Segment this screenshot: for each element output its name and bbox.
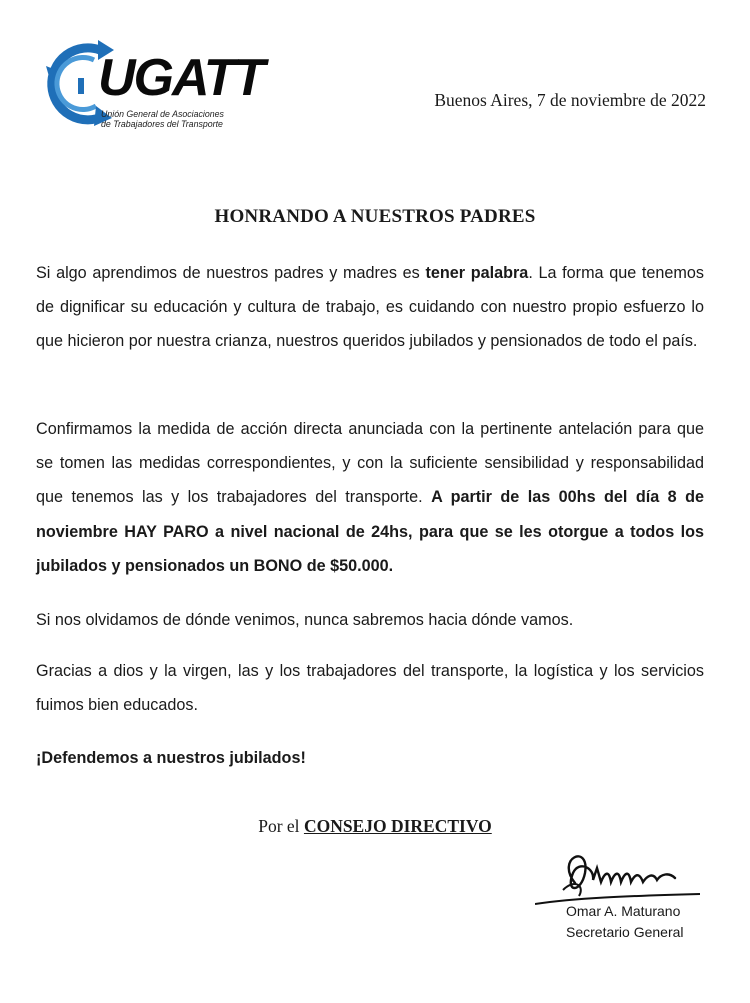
paragraph-2-text: Confirmamos la medida de acción directa anunciada con la pertinente antelación para que se tomen las medidas correspondientes, y con la suficiente sensibilidad y responsabilidad que tenemos las y los trabajadores del transporte. xyxy=(36,420,704,507)
document-date: Buenos Aires, 7 de noviembre de 2022 xyxy=(434,90,706,110)
logo-subtitle xyxy=(101,109,224,129)
logo-subtitle-line1: Unión General de Asociaciones xyxy=(101,109,224,119)
paragraph-2 xyxy=(36,412,704,583)
document-title: HONRANDO A NUESTROS PADRES xyxy=(214,206,536,227)
signer-name: Omar A. Maturano xyxy=(566,903,681,919)
closing-line xyxy=(0,816,750,837)
logo-wordmark: UGATT xyxy=(98,49,264,107)
council-name: CONSEJO DIRECTIVO xyxy=(303,816,492,836)
paragraph-1-bold: tener palabra xyxy=(425,264,529,282)
paragraph-5: ¡Defendemos a nuestros jubilados! xyxy=(36,749,306,767)
paragraph-2-bold: A partir de las 00hs del día 8 de noviembre HAY PARO a nivel nacional de 24hs, para que se les otorgue a todos los jubilados y pensionados un BONO de $50.000. xyxy=(36,488,704,575)
paragraph-1-text-a: Si algo aprendimos de nuestros padres y madres es xyxy=(36,264,426,282)
paragraph-3: Si nos olvidamos de dónde venimos, nunca sabremos hacia dónde vamos. xyxy=(36,611,574,629)
paragraph-1-text-c: . La forma que tenemos de dignificar su educación y cultura de trabajo, es cuidando con nuestro propio esfuerzo lo que hicieron por nuestra crianza, nuestros queridos jubilados y pensionados de todo el país. xyxy=(36,264,705,351)
signer-role: Secretario General xyxy=(566,924,684,940)
paragraph-4: Gracias a dios y la virgen, las y los trabajadores del transporte, la logística y los servicios fuimos bien educados. xyxy=(36,662,704,715)
logo-subtitle-line2: de Trabajadores del Transporte xyxy=(101,119,223,129)
paragraph-1 xyxy=(36,256,704,359)
closing-prefix: Por el xyxy=(258,816,304,836)
